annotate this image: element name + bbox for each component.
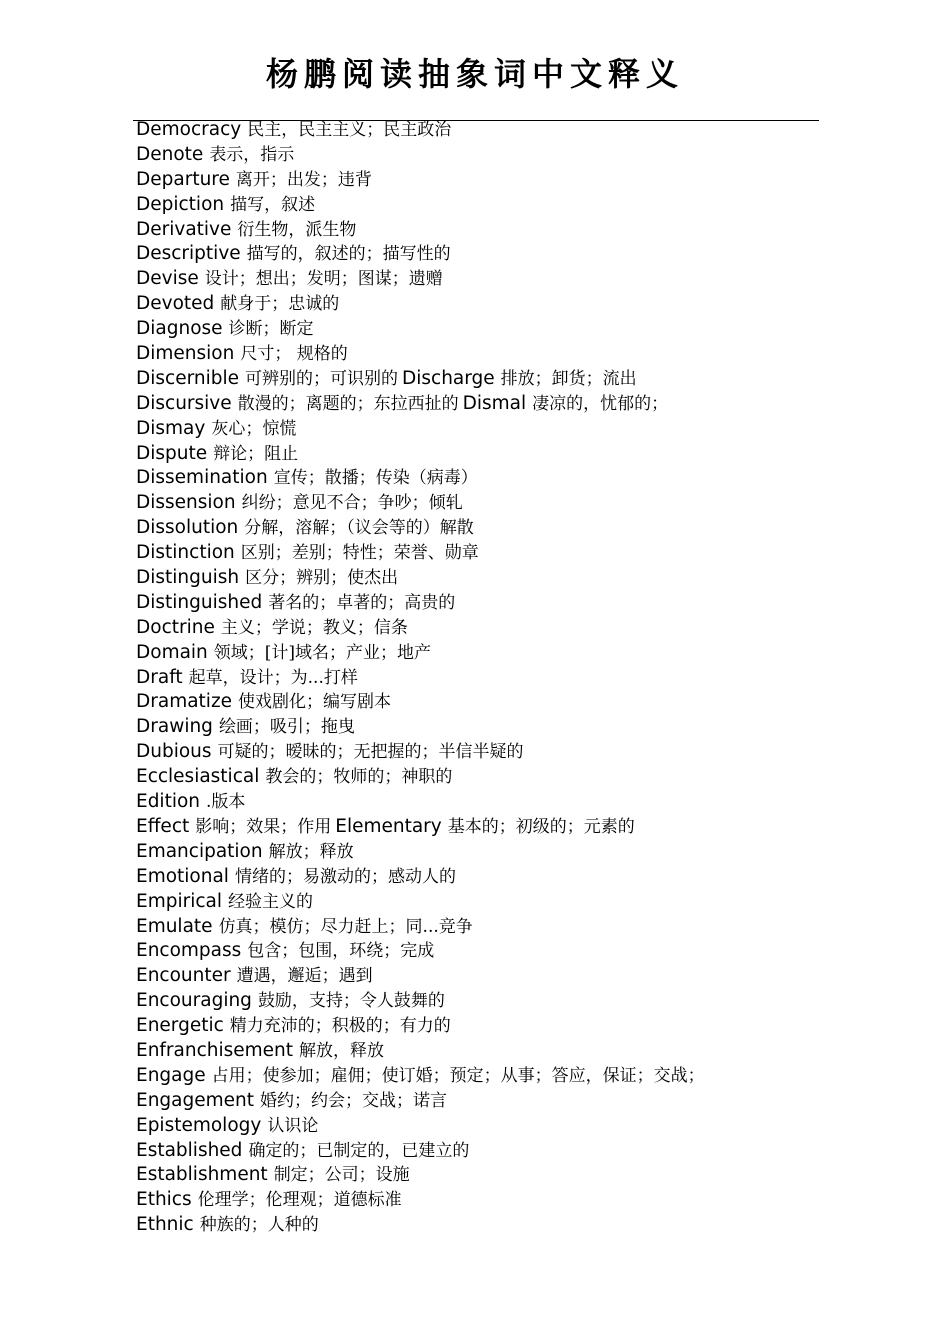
- vocabulary-entry: [136, 715, 816, 740]
- vocabulary-entry: [136, 442, 816, 467]
- entry-gloss: 起草，设计；为...打样: [188, 667, 358, 688]
- entry-term: Dissension: [136, 492, 236, 514]
- vocabulary-entry: [136, 840, 816, 865]
- entry-term: Engage: [136, 1064, 206, 1086]
- entry-term: Depiction: [136, 193, 225, 215]
- entry-term: Elementary: [335, 815, 442, 837]
- entry-term: Dismal: [462, 392, 527, 414]
- vocabulary-entry: [136, 1089, 816, 1114]
- entry-term: Empirical: [136, 890, 222, 912]
- entry-term: Doctrine: [136, 616, 215, 638]
- entry-gloss: 尺寸； 规格的: [240, 344, 348, 365]
- vocabulary-entry: [136, 317, 816, 342]
- entry-term: Ecclesiastical: [136, 766, 260, 788]
- entry-gloss: 确定的；已制定的，已建立的: [248, 1140, 470, 1161]
- vocabulary-entry: [136, 392, 816, 417]
- entry-term: Encounter: [136, 965, 231, 987]
- entry-gloss: 凄凉的，忧郁的；: [532, 393, 669, 414]
- vocabulary-entry: [136, 1163, 816, 1188]
- entry-term: Discursive: [136, 392, 232, 414]
- entry-term: Dissolution: [136, 517, 239, 539]
- vocabulary-entry: [136, 989, 816, 1014]
- entry-term: Distinction: [136, 542, 235, 564]
- entry-gloss: 可疑的；暧昧的；无把握的；半信半疑的: [217, 742, 524, 763]
- entry-term: Distinguish: [136, 567, 240, 589]
- vocabulary-entry: [136, 1014, 816, 1039]
- entry-gloss: 认识论: [267, 1115, 319, 1136]
- entry-gloss: 散漫的；离题的；东拉西扯的: [237, 393, 459, 414]
- entry-term: Drawing: [136, 716, 213, 738]
- entry-term: Diagnose: [136, 318, 223, 340]
- entry-gloss: 种族的；人种的: [199, 1215, 319, 1236]
- vocabulary-entry: [136, 292, 816, 317]
- entry-gloss: 灰心；惊慌: [211, 418, 297, 439]
- entry-gloss: 表示，指示: [209, 144, 295, 165]
- vocabulary-entry: [136, 964, 816, 989]
- vocabulary-entry: [136, 417, 816, 442]
- entry-term: Derivative: [136, 218, 232, 240]
- vocabulary-entry: [136, 915, 816, 940]
- entry-term: Emancipation: [136, 840, 263, 862]
- entry-gloss: 宣传；散播；传染（病毒）: [273, 468, 478, 489]
- vocabulary-entry: [136, 1064, 816, 1089]
- vocabulary-entry: [136, 566, 816, 591]
- vocabulary-entry: [136, 193, 816, 218]
- entry-gloss: 诊断；断定: [228, 319, 314, 340]
- entry-term: Devise: [136, 268, 199, 290]
- vocabulary-entry: [136, 1213, 816, 1238]
- vocabulary-entry: [136, 1188, 816, 1213]
- entry-gloss: 绘画；吸引；拖曳: [218, 717, 355, 738]
- entry-term: Distinguished: [136, 591, 263, 613]
- vocabulary-entry: [136, 641, 816, 666]
- entry-term: Domain: [136, 641, 208, 663]
- entry-term: Establishment: [136, 1164, 268, 1186]
- entry-term: Dispute: [136, 442, 208, 464]
- entry-gloss: 纠纷；意见不合；争吵；倾轧: [241, 493, 463, 514]
- entry-gloss: 描写，叙述: [230, 194, 316, 215]
- entry-gloss: 制定；公司；设施: [273, 1165, 410, 1186]
- entry-term: Dismay: [136, 417, 206, 439]
- entry-gloss: 描写的，叙述的；描写性的: [246, 244, 451, 265]
- vocabulary-list: [136, 118, 816, 1238]
- entry-gloss: 遭遇，邂逅；遇到: [236, 966, 373, 987]
- entry-gloss: 包含；包围，环绕；完成: [247, 941, 435, 962]
- entry-term: Emotional: [136, 865, 229, 887]
- vocabulary-entry: [136, 790, 816, 815]
- vocabulary-entry: [136, 890, 816, 915]
- vocabulary-entry: [136, 267, 816, 292]
- vocabulary-entry: [136, 765, 816, 790]
- entry-gloss: 占用；使参加；雇佣；使订婚；预定；从事；答应，保证；交战；: [211, 1065, 705, 1086]
- vocabulary-entry: [136, 666, 816, 691]
- vocabulary-entry: [136, 591, 816, 616]
- entry-gloss: 辩论；阻止: [213, 443, 299, 464]
- vocabulary-entry: [136, 466, 816, 491]
- entry-term: Ethics: [136, 1189, 192, 1211]
- vocabulary-entry: [136, 491, 816, 516]
- entry-gloss: 献身于；忠诚的: [220, 294, 340, 315]
- entry-term: Discharge: [402, 367, 495, 389]
- entry-term: Encompass: [136, 940, 242, 962]
- entry-term: Epistemology: [136, 1114, 262, 1136]
- entry-gloss: 离开；出发；违背: [235, 169, 372, 190]
- entry-term: Dramatize: [136, 691, 233, 713]
- vocabulary-entry: [136, 815, 816, 840]
- entry-gloss: .版本: [206, 792, 246, 813]
- entry-gloss: 经验主义的: [228, 891, 313, 912]
- entry-term: Effect: [136, 815, 190, 837]
- entry-gloss: 伦理学；伦理观；道德标准: [197, 1190, 402, 1211]
- vocabulary-entry: [136, 1114, 816, 1139]
- entry-gloss: 设计；想出；发明；图谋；遗赠: [204, 269, 443, 290]
- vocabulary-entry: [136, 541, 816, 566]
- vocabulary-entry: [136, 1039, 816, 1064]
- entry-gloss: 精力充沛的；积极的；有力的: [229, 1016, 451, 1037]
- entry-term: Discernible: [136, 367, 239, 389]
- entry-gloss: 影响；效果；作用: [195, 816, 332, 837]
- entry-gloss: 区分；辨别；使杰出: [245, 568, 399, 589]
- entry-term: Emulate: [136, 915, 213, 937]
- entry-term: Encouraging: [136, 990, 252, 1012]
- vocabulary-entry: [136, 118, 816, 143]
- vocabulary-entry: [136, 242, 816, 267]
- entry-gloss: 排放；卸货；流出: [500, 368, 637, 389]
- vocabulary-entry: [136, 367, 816, 392]
- vocabulary-entry: [136, 1139, 816, 1164]
- vocabulary-entry: [136, 690, 816, 715]
- entry-gloss: 基本的；初级的；元素的: [447, 816, 635, 837]
- entry-term: Energetic: [136, 1015, 224, 1037]
- vocabulary-entry: [136, 218, 816, 243]
- entry-term: Democracy: [136, 119, 242, 140]
- entry-term: Enfranchisement: [136, 1039, 294, 1061]
- entry-gloss: 婚约；约会；交战；诺言: [260, 1090, 448, 1111]
- entry-gloss: 使戏剧化；编写剧本: [238, 692, 392, 713]
- entry-gloss: 仿真；模仿；尽力赶上；同...竞争: [218, 916, 473, 937]
- entry-gloss: 可辨别的；可识别的: [245, 368, 398, 389]
- vocabulary-entry: [136, 939, 816, 964]
- entry-gloss: 分解，溶解；（议会等的）解散: [244, 518, 474, 539]
- vocabulary-entry: [136, 516, 816, 541]
- vocabulary-entry: [136, 143, 816, 168]
- entry-gloss: 情绪的；易激动的；感动人的: [234, 866, 456, 887]
- entry-gloss: 解放；释放: [268, 841, 354, 862]
- entry-term: Edition: [136, 791, 201, 813]
- vocabulary-entry: [136, 740, 816, 765]
- entry-term: Devoted: [136, 293, 215, 315]
- page-title: 杨鹏阅读抽象词中文释义: [265, 55, 684, 93]
- vocabulary-entry: [136, 616, 816, 641]
- entry-term: Ethnic: [136, 1214, 194, 1236]
- entry-gloss: 主义；学说；教义；信条: [220, 617, 408, 638]
- entry-term: Established: [136, 1139, 243, 1161]
- entry-term: Departure: [136, 168, 230, 190]
- entry-gloss: 领域；[计]域名；产业；地产: [213, 642, 432, 663]
- entry-term: Dissemination: [136, 467, 268, 489]
- entry-gloss: 区别；差别；特性；荣誉、勋章: [240, 543, 479, 564]
- entry-gloss: 民主，民主主义；民主政治: [247, 120, 452, 140]
- entry-term: Descriptive: [136, 243, 241, 265]
- entry-gloss: 解放，释放: [299, 1040, 385, 1061]
- vocabulary-entry: [136, 168, 816, 193]
- entry-term: Engagement: [136, 1089, 255, 1111]
- entry-term: Denote: [136, 143, 204, 165]
- entry-gloss: 教会的；牧师的；神职的: [265, 767, 453, 788]
- entry-gloss: 著名的；卓著的；高贵的: [268, 592, 456, 613]
- entry-term: Dubious: [136, 741, 212, 763]
- entry-term: Draft: [136, 666, 183, 688]
- entry-gloss: 鼓励，支持；令人鼓舞的: [257, 991, 445, 1012]
- vocabulary-entry: [136, 865, 816, 890]
- vocabulary-entry: [136, 342, 816, 367]
- entry-gloss: 衍生物，派生物: [237, 219, 357, 240]
- entry-term: Dimension: [136, 343, 235, 365]
